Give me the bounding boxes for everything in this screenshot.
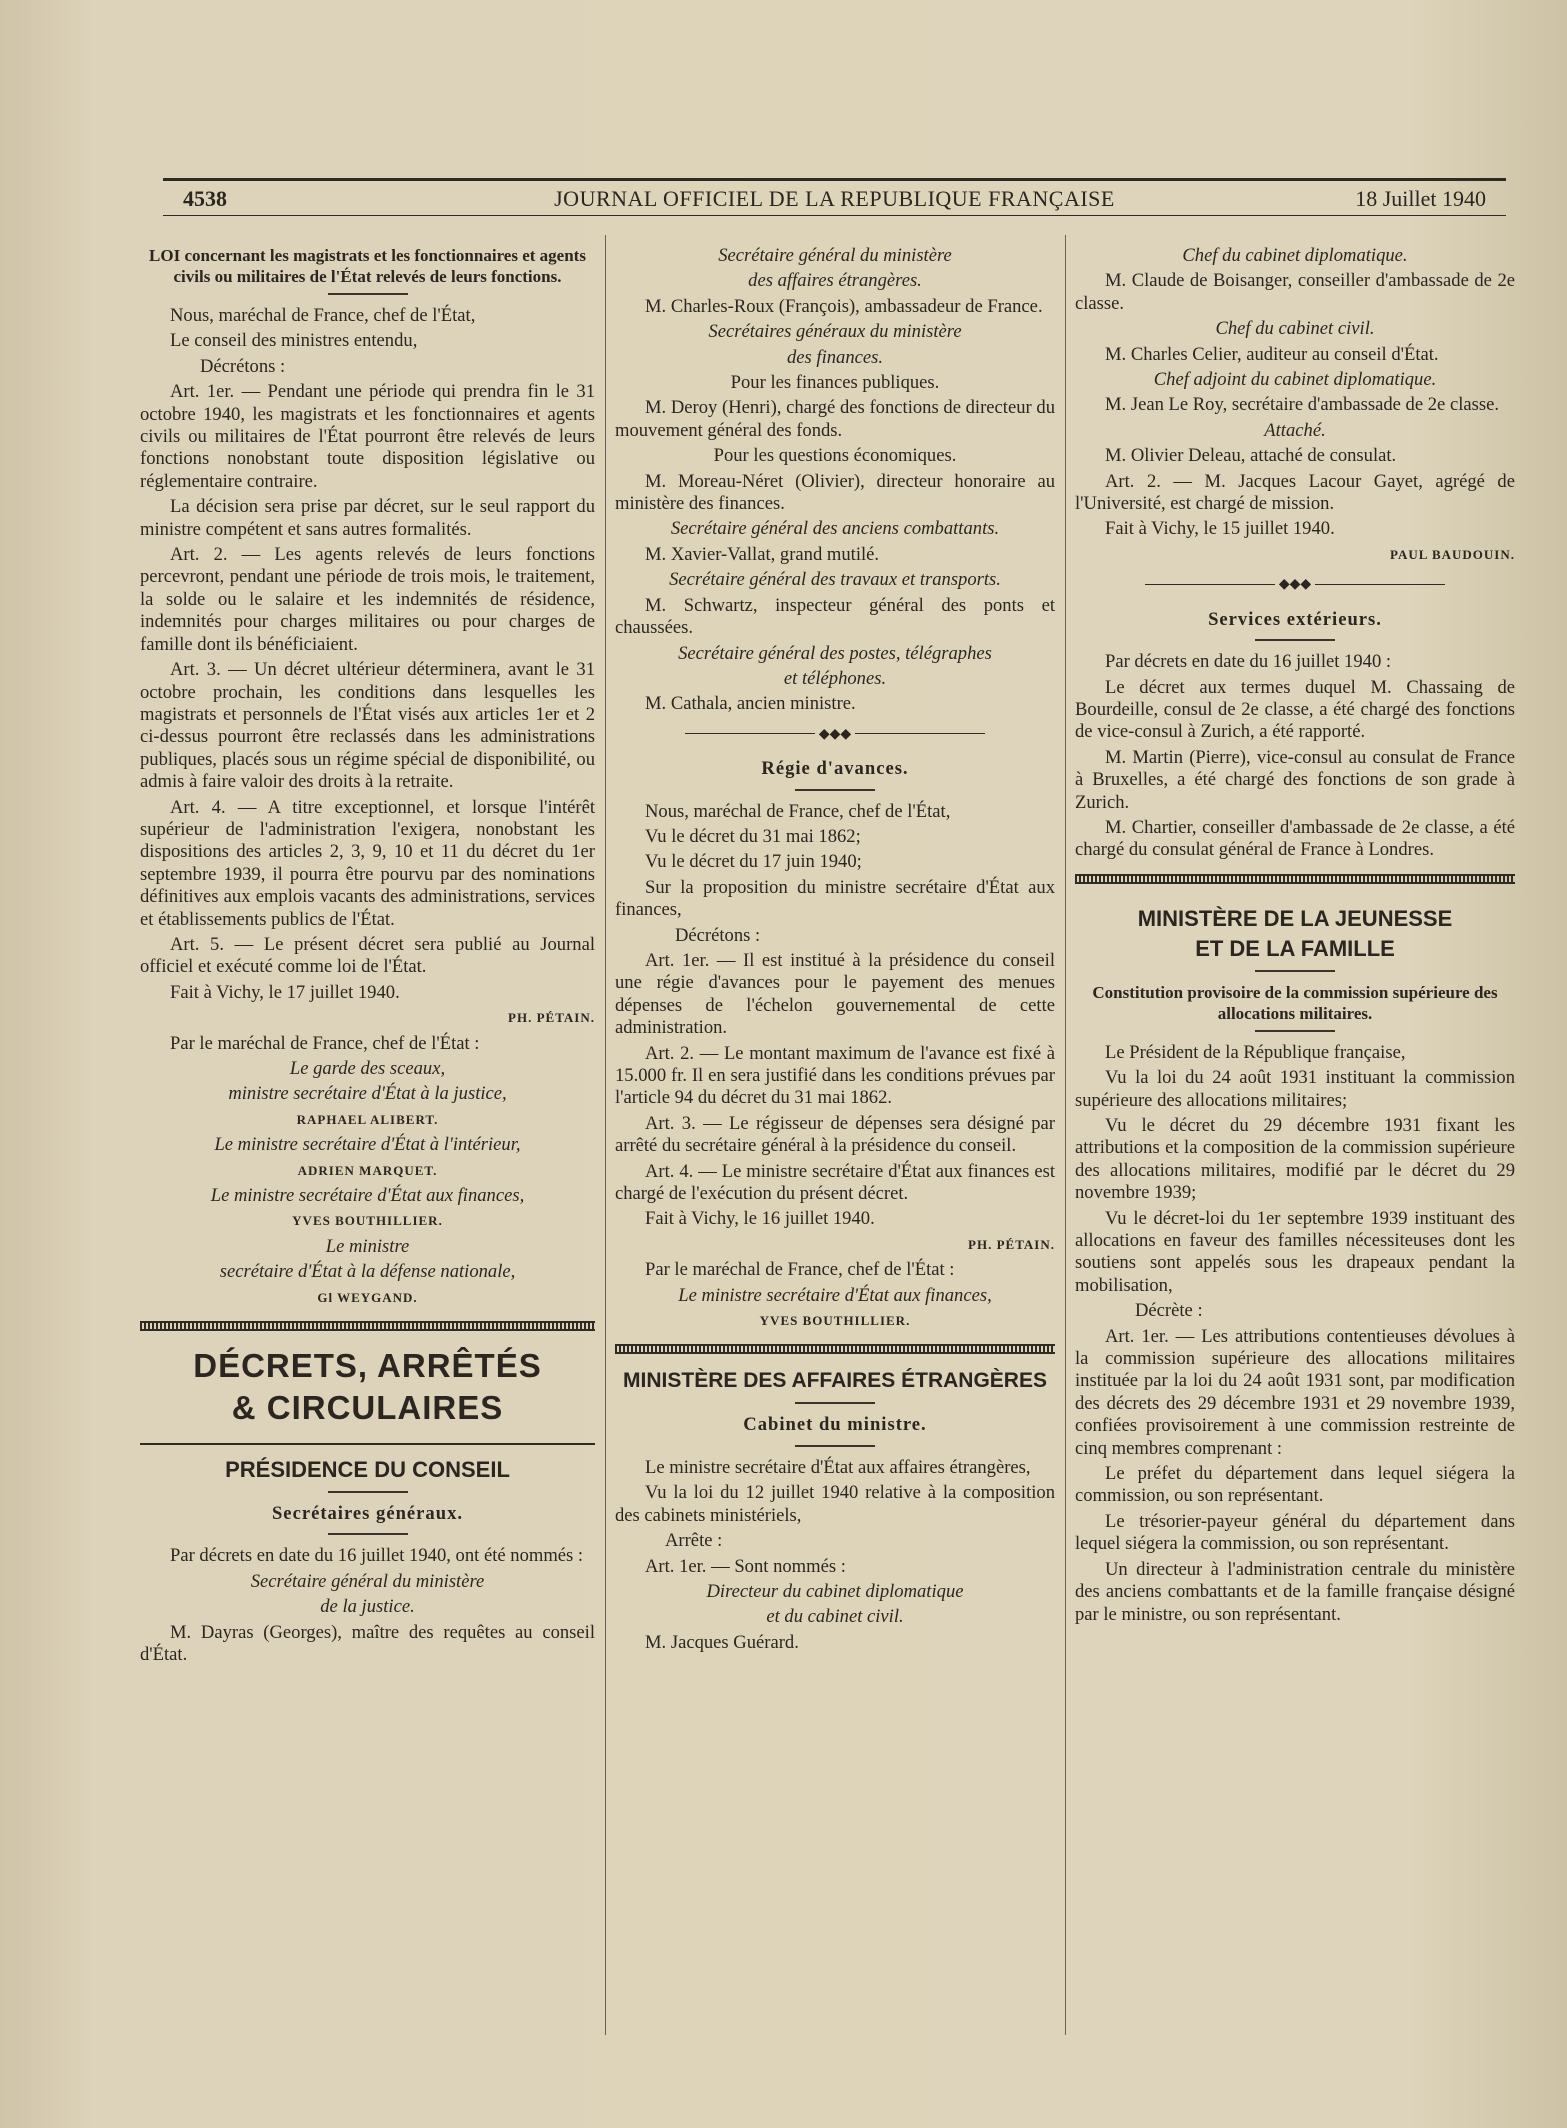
subsection-title: Constitution provisoire de la commission supérieure des allocations militaires. (1092, 982, 1498, 1023)
section-title-line: MINISTÈRE DE LA JEUNESSE (1137, 905, 1453, 931)
paragraph: Le trésorier-payeur général du département dans lequel siégera la commission, ou son représentant. (1075, 1510, 1515, 1555)
paragraph: Un directeur à l'administration centrale du ministère des anciens combattants et de la famille française désigné par le ministre, ou son représentant. (1075, 1558, 1515, 1625)
signature: ADRIEN MARQUET. (297, 1162, 438, 1178)
short-rule (795, 1402, 875, 1404)
post-title: Chef du cabinet diplomatique. (1182, 245, 1408, 266)
section-title (1075, 904, 1515, 964)
paragraph: Nous, maréchal de France, chef de l'État, (645, 800, 951, 822)
fait-line: Fait à Vichy, le 17 juillet 1940. (170, 981, 400, 1003)
column-1 (140, 245, 595, 1670)
post-title: Secrétaire général des travaux et transports. (669, 569, 1001, 591)
appointee: M. Schwartz, inspecteur général des ponts et chaussées. (615, 594, 1055, 639)
subsection-title: Régie d'avances. (761, 758, 909, 780)
appointee: M. Xavier-Vallat, grand mutilé. (645, 543, 880, 565)
decrete: Décrète : (1135, 1300, 1203, 1322)
section-divider (1075, 874, 1515, 884)
ornament-divider: ◆◆◆ (1075, 572, 1515, 596)
subsection-title: Services extérieurs. (1208, 608, 1382, 630)
appointee: M. Claude de Boisanger, conseiller d'ambassade de 2e classe. (1075, 270, 1515, 314)
paragraph: Le conseil des ministres entendu, (170, 330, 418, 352)
post-title: Attaché. (1264, 419, 1326, 441)
column-divider (605, 235, 606, 2035)
column-divider (1065, 235, 1066, 2035)
section-divider (615, 1344, 1055, 1354)
par-line: Par le maréchal de France, chef de l'État : (170, 1032, 480, 1054)
section-divider (140, 1321, 595, 1331)
post-title: et téléphones. (783, 667, 887, 689)
appointee: M. Charles-Roux (François), ambassadeur de France. (645, 295, 1043, 317)
post-title: et du cabinet civil. (766, 1606, 904, 1628)
short-rule (328, 1491, 408, 1493)
signature: PH. PÉTAIN. (968, 1236, 1055, 1252)
post-title: Chef adjoint du cabinet diplomatique. (1153, 369, 1437, 391)
signatory-title: secrétaire d'État à la défense nationale, (219, 1261, 516, 1283)
paragraph: M. Martin (Pierre), vice-consul au consulat de France à Bruxelles, a été chargé des fonctions de son grade à Zurich. (1075, 746, 1515, 813)
paragraph: M. Chartier, conseiller d'ambassade de 2e classe, a été chargé du consulat général de France à Londres. (1075, 816, 1515, 861)
column-3 (1075, 245, 1515, 1629)
appointee: M. Olivier Deleau, attaché de consulat. (1105, 445, 1397, 467)
short-rule (795, 1445, 875, 1447)
post-subtitle: Pour les questions économiques. (713, 445, 957, 467)
section-title: PRÉSIDENCE DU CONSEIL (225, 1457, 510, 1483)
subsection-title: Secrétaires généraux. (271, 1503, 464, 1525)
post-title: Secrétaire général des anciens combattants. (670, 518, 1000, 540)
main-heading-line: & CIRCULAIRES (231, 1389, 504, 1427)
paragraph: Vu le décret-loi du 1er septembre 1939 instituant des allocations en faveur des familles nécessiteuses dont les soutiens sont appelés sous les drapeaux pendant la mobilisation, (1075, 1207, 1515, 1296)
article: Art. 4. — A titre exceptionnel, et lorsque l'intérêt supérieur de l'administration l'exigera, nonobstant les dispositions des articles 2, 3, 9, 10 et 11 du décret du 1er septembre 1939, il pourra être pourvu par des nominations définitives aux emplois vacants des administrations, services et établissements publics de l'État. (140, 796, 595, 930)
post-title: Chef du cabinet civil. (1215, 318, 1375, 340)
paragraph: Le préfet du département dans lequel siégera la commission, ou son représentant. (1075, 1463, 1515, 1507)
post-title: Secrétaire général du ministère (250, 1570, 485, 1592)
page-header (163, 186, 1506, 212)
subsection-title: Cabinet du ministre. (743, 1414, 927, 1436)
paragraph: Vu le décret du 31 mai 1862; (645, 825, 861, 847)
signature: RAPHAEL ALIBERT. (296, 1111, 439, 1127)
signatory-title: Le ministre secrétaire d'État à l'intérieur, (214, 1134, 521, 1156)
article: Art. 3. — Un décret ultérieur déterminera, avant le 31 octobre prochain, les conditions dans lesquelles les magistrats et personnels de l'État visés aux articles 1er et 2 ci-dessus pourront être reclassés dans les administrations publiques, placés sous un régime spécial de disponibilité, ou admis à faire valoir des droits à la retraite. (140, 659, 595, 793)
paragraph: Vu la loi du 12 juillet 1940 relative à la composition des cabinets ministériels, (615, 1482, 1055, 1526)
header-top-rule (163, 178, 1506, 181)
paragraph: Sur la proposition du ministre secrétaire d'État aux finances, (615, 876, 1055, 921)
signature: YVES BOUTHILLIER. (292, 1213, 443, 1229)
decretons: Décrétons : (675, 924, 761, 946)
post-title: Secrétaire général des postes, télégraphes (678, 642, 992, 664)
article: Art. 3. — Le régisseur de dépenses sera désigné par arrêté du secrétaire général à la présidence du conseil. (615, 1112, 1055, 1157)
signature: PH. PÉTAIN. (508, 1010, 595, 1026)
post-title: de la justice. (320, 1596, 415, 1618)
appointee: M. Dayras (Georges), maître des requêtes au conseil d'État. (140, 1621, 595, 1666)
appointee: M. Jacques Guérard. (645, 1631, 799, 1653)
appointee: M. Charles Celier, auditeur au conseil d'État. (1105, 343, 1439, 365)
paragraph: Le ministre secrétaire d'État aux affaires étrangères, (645, 1456, 1031, 1478)
loi-title: LOI concernant les magistrats et les fonctionnaires et agents civils ou militaires de l'État relevés de leurs fonctions. (149, 246, 586, 286)
post-subtitle: Pour les finances publiques. (730, 372, 940, 394)
signatory-title: ministre secrétaire d'État à la justice, (228, 1083, 507, 1105)
fait-line: Fait à Vichy, le 15 juillet 1940. (1105, 518, 1335, 540)
paragraph: Par décrets en date du 16 juillet 1940, ont été nommés : (170, 1545, 584, 1567)
signatory-title: Le ministre (325, 1235, 410, 1257)
signature: Gl WEYGAND. (317, 1289, 418, 1305)
section-title: MINISTÈRE DES AFFAIRES ÉTRANGÈRES (623, 1369, 1047, 1393)
article: La décision sera prise par décret, sur le seul rapport du ministre compétent et sans autres formalités. (140, 496, 595, 540)
issue-date: 18 Juillet 1940 (1355, 186, 1486, 211)
article: Art. 1er. — Les attributions contentieuses dévolues à la commission supérieure des allocations militaires instituée par la loi du 24 août 1931 sont, par modification des décrets des 29 décembre 1931 et 29 novembre 1939, confiées provisoirement à une commission restreinte de cinq membres comprenant : (1075, 1325, 1515, 1459)
article: Art. 2. — Les agents relevés de leurs fonctions percevront, pendant une période de trois mois, le traitement, la solde ou le salaire et les indemnités de résidence, indemnités pour charges militaires ou pour charges de famille dont ils bénéficiaient. (140, 544, 595, 655)
rule (140, 1443, 595, 1445)
article: Art. 1er. — Il est institué à la présidence du conseil une régie d'avances pour le payement des menues dépenses de l'échelon gouvernemental de cette administration. (615, 949, 1055, 1039)
page-number: 4538 (183, 186, 227, 211)
column-2 (615, 245, 1055, 1657)
signatory-title: Le ministre secrétaire d'État aux finances, (210, 1185, 525, 1207)
short-rule (795, 789, 875, 791)
post-title: des finances. (786, 346, 884, 368)
section-title-line: ET DE LA FAMILLE (1195, 935, 1395, 961)
signatory-title: Le garde des sceaux, (289, 1058, 446, 1079)
paragraph: Le Président de la République française, (1105, 1041, 1406, 1063)
fait-line: Fait à Vichy, le 16 juillet 1940. (645, 1208, 875, 1230)
paragraph: Le décret aux termes duquel M. Chassaing de Bourdeille, consul de 2e classe, a été chargé des fonctions de vice-consul à Zurich, a été rapporté. (1075, 676, 1515, 743)
paragraph: Vu la loi du 24 août 1931 instituant la commission supérieure des allocations militaires; (1075, 1067, 1515, 1111)
decretons: Décrétons : (200, 355, 286, 377)
article: Art. 4. — Le ministre secrétaire d'État aux finances est chargé de l'exécution du présent décret. (615, 1160, 1055, 1205)
main-heading-line: DÉCRETS, ARRÊTÉS (193, 1347, 542, 1385)
short-rule (1255, 639, 1335, 641)
short-rule (1255, 1030, 1335, 1032)
short-rule (1255, 970, 1335, 972)
paragraph: Vu le décret du 29 décembre 1931 fixant les attributions et la composition de la commission supérieure des allocations militaires, modifié par le décret du 29 novembre 1939; (1075, 1114, 1515, 1204)
appointee: M. Jean Le Roy, secrétaire d'ambassade de 2e classe. (1105, 394, 1500, 416)
par-line: Par le maréchal de France, chef de l'État : (645, 1259, 955, 1281)
short-rule (328, 1533, 408, 1535)
paragraph: Vu le décret du 17 juin 1940; (645, 851, 862, 873)
article: Art. 1er. — Pendant une période qui prendra fin le 31 octobre 1940, les magistrats et les fonctionnaires et agents civils ou militaires de l'État pourront être relevés de leurs fonctions nonobstant toute disposition législative ou réglementaire contraire. (140, 381, 595, 492)
header-bottom-rule (163, 215, 1506, 216)
main-heading (140, 1345, 595, 1429)
ornament-divider: ◆◆◆ (615, 722, 1055, 746)
article: Art. 2. — Le montant maximum de l'avance est fixé à 15.000 fr. Il en sera justifié dans les conditions prévues par l'article 94 du décret du 31 mai 1862. (615, 1042, 1055, 1109)
appointee: M. Cathala, ancien ministre. (645, 693, 856, 715)
appointee: M. Deroy (Henri), chargé des fonctions de directeur du mouvement général des fonds. (615, 397, 1055, 441)
signatory-title: Le ministre secrétaire d'État aux finances, (678, 1284, 992, 1306)
appointee: M. Moreau-Néret (Olivier), directeur honoraire au ministère des finances. (615, 470, 1055, 515)
post-title: Secrétaires généraux du ministère (708, 321, 962, 343)
signature: YVES BOUTHILLIER. (759, 1313, 911, 1329)
article: Art. 1er. — Sont nommés : (645, 1555, 846, 1577)
arrete: Arrête : (665, 1530, 723, 1552)
journal-title: JOURNAL OFFICIEL DE LA REPUBLIQUE FRANÇAISE (554, 186, 1115, 211)
article: Art. 5. — Le présent décret sera publié au Journal officiel et exécuté comme loi de l'État. (140, 933, 595, 978)
post-title: Secrétaire général du ministère (718, 245, 952, 266)
paragraph: Par décrets en date du 16 juillet 1940 : (1105, 651, 1392, 673)
post-title: des affaires étrangères. (748, 270, 922, 292)
post-title: Directeur du cabinet diplomatique (706, 1580, 964, 1602)
signature: PAUL BAUDOUIN. (1390, 546, 1515, 562)
paragraph: Nous, maréchal de France, chef de l'État, (170, 305, 476, 326)
article: Art. 2. — M. Jacques Lacour Gayet, agrégé de l'Université, est chargé de mission. (1075, 470, 1515, 515)
short-rule (328, 293, 408, 295)
